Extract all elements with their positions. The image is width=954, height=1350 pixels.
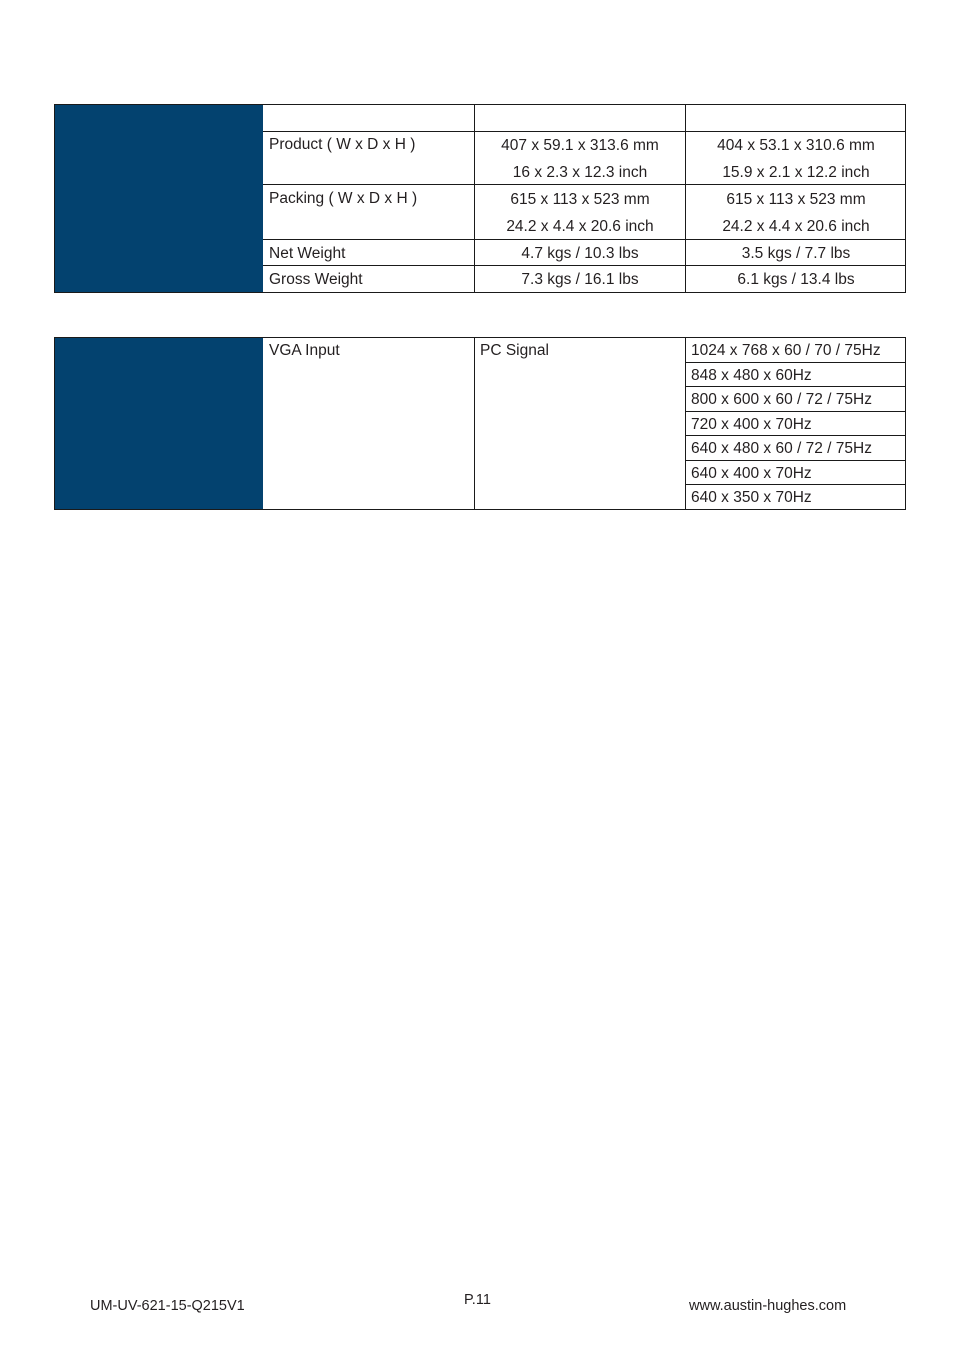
spec-value: 407 x 59.1 x 313.6 mm — [501, 137, 659, 154]
resolution-item: 720 x 400 x 70Hz — [691, 416, 812, 433]
spec-value: 6.1 kgs / 13.4 lbs — [737, 271, 855, 288]
spec-row-label-product: Product ( W x D x H ) — [269, 136, 416, 153]
resolution-item: 848 x 480 x 60Hz — [691, 367, 812, 384]
spec-value: 24.2 x 4.4 x 20.6 inch — [506, 218, 654, 235]
spec-value: 3.5 kgs / 7.7 lbs — [741, 245, 851, 262]
spec-value: 15.9 x 2.1 x 12.2 inch — [722, 164, 870, 181]
resolution-item: 1024 x 768 x 60 / 70 / 75Hz — [691, 342, 881, 359]
spec-row-label-packing: Packing ( W x D x H ) — [269, 190, 418, 207]
signal-type-label: PC Signal — [480, 342, 549, 359]
spec-row-label-gross-weight: Gross Weight — [269, 271, 363, 288]
spec-value: 16 x 2.3 x 12.3 inch — [512, 164, 648, 181]
footer-doc-id: UM-UV-621-15-Q215V1 — [90, 1298, 245, 1314]
spec-table — [54, 104, 906, 293]
resolution-item: 640 x 350 x 70Hz — [691, 489, 812, 506]
spec-value: 4.7 kgs / 10.3 lbs — [521, 245, 639, 262]
footer-website: www.austin-hughes.com — [689, 1298, 847, 1314]
signal-table — [54, 337, 906, 510]
spec-value: 615 x 113 x 523 mm — [726, 191, 866, 208]
signal-table-side-band — [55, 338, 263, 509]
spec-value: 24.2 x 4.4 x 20.6 inch — [722, 218, 870, 235]
spec-value: 7.3 kgs / 16.1 lbs — [521, 271, 639, 288]
spec-table-side-band — [55, 105, 263, 292]
spec-row-label-net-weight: Net Weight — [269, 245, 346, 262]
signal-input-label: VGA Input — [269, 342, 340, 359]
spec-value: 615 x 113 x 523 mm — [510, 191, 650, 208]
resolution-item: 640 x 400 x 70Hz — [691, 465, 812, 482]
resolution-item: 800 x 600 x 60 / 72 / 75Hz — [691, 391, 872, 408]
footer-page-number: P.11 — [464, 1292, 491, 1308]
resolution-item: 640 x 480 x 60 / 72 / 75Hz — [691, 440, 872, 457]
spec-value: 404 x 53.1 x 310.6 mm — [717, 137, 875, 154]
